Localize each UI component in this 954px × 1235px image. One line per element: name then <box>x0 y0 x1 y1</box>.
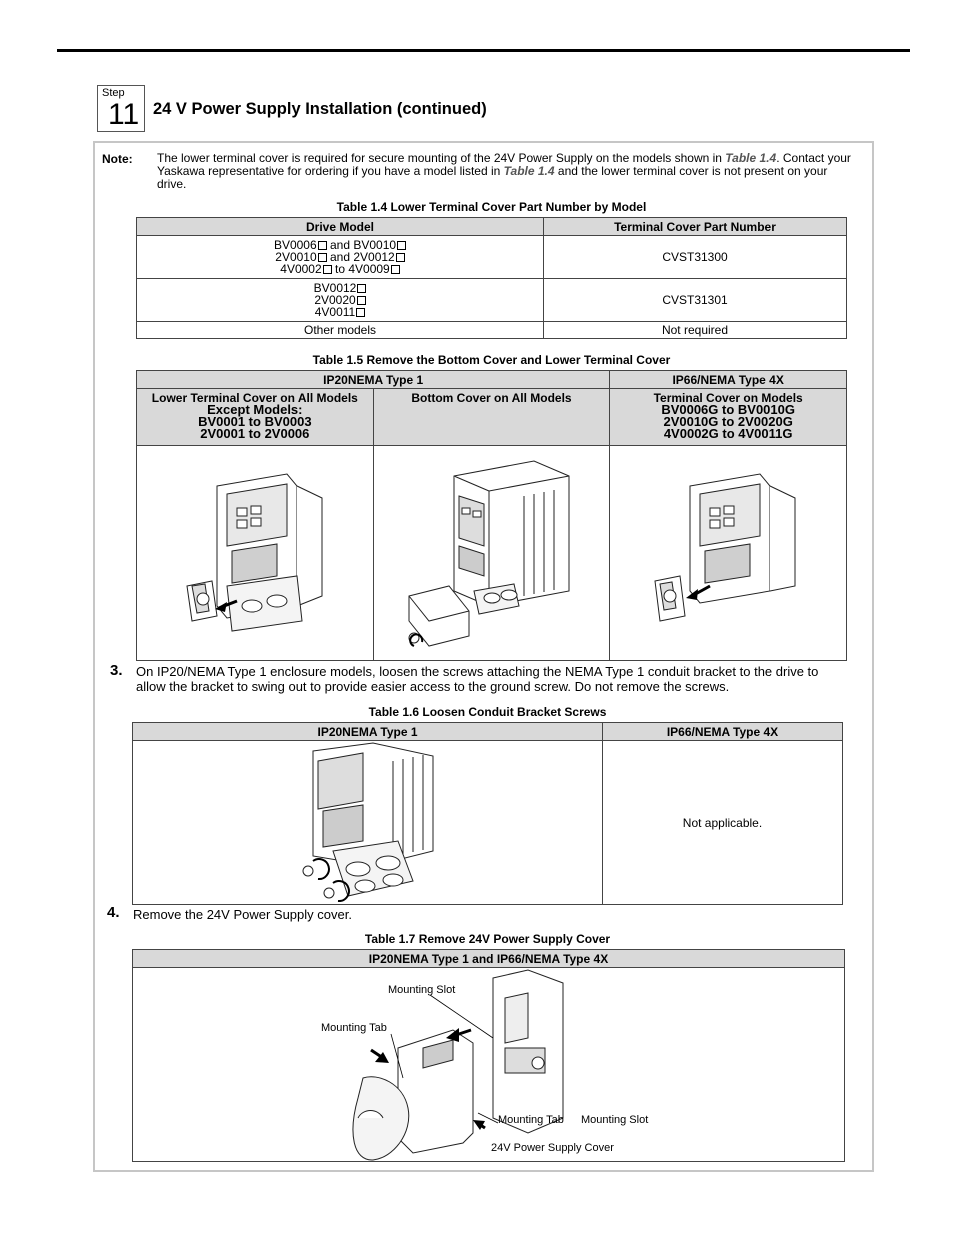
table-header: IP20NEMA Type 1 <box>133 723 603 741</box>
item-text: On IP20/NEMA Type 1 enclosure models, loosen the screws attaching the NEMA Type 1 conduit bracket to the drive to allow the bracket to swing out to provide easier access to the ground screw. Do not remove the screws. <box>136 664 819 694</box>
table-header: Terminal Cover Part Number <box>544 218 847 236</box>
table-1-5 <box>136 370 847 661</box>
label-mounting-slot: Mounting Slot <box>388 984 456 996</box>
drive-illustration <box>133 741 602 902</box>
table-1-7 <box>132 949 845 1162</box>
table-row: BV0006 and BV0010 2V0010 and 2V0012 4V0002 to 4V0009 CVST31300 <box>137 236 847 279</box>
table-1-4-caption: Table 1.4 Lower Terminal Cover Part Number by Model <box>336 200 647 214</box>
figure-terminal-cover-4x <box>610 446 847 661</box>
table-header: Drive Model <box>137 218 544 236</box>
figure-lower-terminal-cover <box>137 446 374 661</box>
item-text: Remove the 24V Power Supply cover. <box>133 907 352 922</box>
note-text: The lower terminal cover is required for secure mounting of the 24V Power Supply on the models shown in Table 1.4. Contact your Yaskawa representative for ordering if you have a model listed in Table 1.4 and the lower terminal cover is not present on your drive. <box>157 151 851 191</box>
top-rule <box>57 49 910 52</box>
drive-illustration <box>610 446 846 658</box>
table-1-4 <box>136 217 847 339</box>
drive-illustration <box>374 446 610 658</box>
step-box <box>97 85 145 132</box>
figure-bottom-cover <box>373 446 610 661</box>
step-label: Step <box>102 87 125 99</box>
figure-power-supply-cover <box>133 968 845 1162</box>
figure-conduit-bracket <box>133 741 603 905</box>
table-header: IP66/NEMA Type 4X <box>603 723 843 741</box>
item-number: 4. <box>107 904 120 921</box>
label-mounting-slot: Mounting Slot <box>581 1114 649 1126</box>
table-header: IP20NEMA Type 1 and IP66/NEMA Type 4X <box>133 950 845 968</box>
table-subheader: Lower Terminal Cover on All Models Except Models: BV0001 to BV0003 2V0001 to 2V0006 <box>137 389 374 446</box>
table-1-5-caption: Table 1.5 Remove the Bottom Cover and Lower Terminal Cover <box>312 353 671 367</box>
table-header: IP66/NEMA Type 4X <box>610 371 847 389</box>
drive-illustration <box>137 446 373 658</box>
table-row: BV0012 2V0020 4V0011 CVST31301 <box>137 279 847 322</box>
table-subheader: Bottom Cover on All Models <box>373 389 610 446</box>
table-1-6 <box>132 722 843 905</box>
not-applicable-text: Not applicable. <box>603 741 843 905</box>
note-label: Note: <box>102 152 133 166</box>
table-row: Other models Not required <box>137 322 847 339</box>
item-number: 3. <box>110 662 123 679</box>
page-title: 24 V Power Supply Installation (continued) <box>153 100 487 118</box>
label-mounting-tab: Mounting Tab <box>498 1114 564 1126</box>
table-subheader: Terminal Cover on Models BV0006G to BV0010G 2V0010G to 2V0020G 4V0002G to 4V0011G <box>610 389 847 446</box>
label-mounting-tab: Mounting Tab <box>321 1022 387 1034</box>
table-header: IP20NEMA Type 1 <box>137 371 610 389</box>
step-number: 11 <box>108 98 140 131</box>
table-1-7-caption: Table 1.7 Remove 24V Power Supply Cover <box>364 932 611 946</box>
label-power-supply-cover: 24V Power Supply Cover <box>491 1142 614 1154</box>
table-1-6-caption: Table 1.6 Loosen Conduit Bracket Screws <box>368 705 607 719</box>
power-supply-illustration <box>133 968 844 1161</box>
